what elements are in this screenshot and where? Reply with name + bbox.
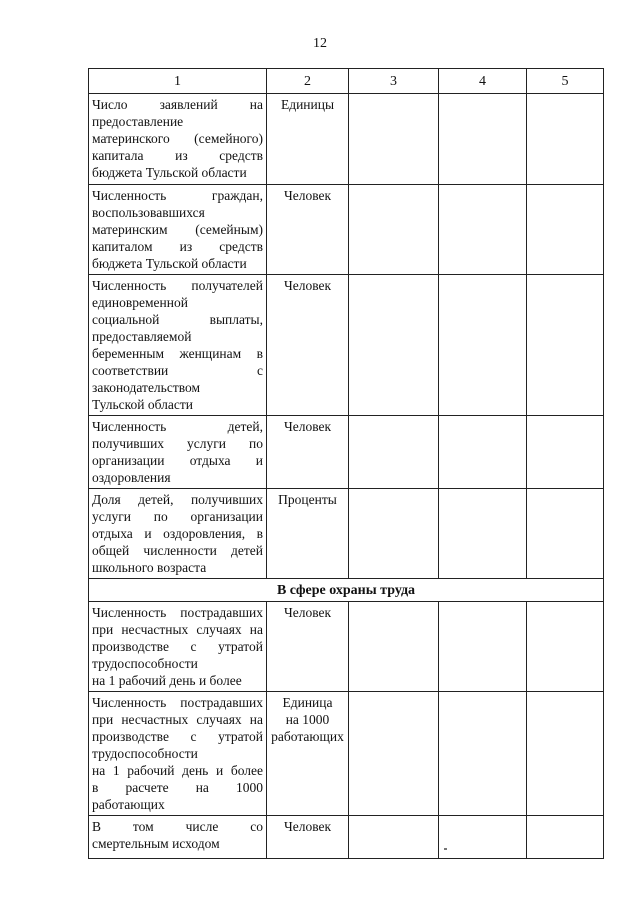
unit-text-line: Единицы <box>280 97 335 112</box>
value-cell-empty <box>439 275 527 416</box>
value-cell-empty <box>527 692 604 816</box>
indicator-text-line: предоставление <box>92 114 184 129</box>
unit-cell <box>267 816 349 859</box>
table-row <box>89 489 604 579</box>
indicator-text-line: получивших услуги по <box>92 436 263 451</box>
indicator-text-line: бюджета Тульской области <box>92 256 247 271</box>
indicator-text-line: воспользовавшихся <box>92 205 205 220</box>
indicator-text-line: В том числе со <box>92 819 263 834</box>
column-header: 1 <box>89 69 267 94</box>
value-cell-empty <box>527 94 604 185</box>
indicator-text-line: Численность пострадавших <box>92 605 263 620</box>
indicator-text-line: трудоспособности <box>92 746 198 761</box>
indicator-text-line: Численность граждан, <box>92 188 263 203</box>
indicator-text-line: Доля детей, получивших <box>92 492 263 507</box>
table-row <box>89 185 604 275</box>
indicator-text-line: на 1 рабочий день и более <box>92 673 242 688</box>
value-cell-empty <box>439 602 527 692</box>
table-row <box>89 816 604 859</box>
table-header-row <box>89 69 604 94</box>
unit-text-line: Человек <box>283 819 332 834</box>
indicator-text-line: капитала из средств <box>92 148 263 163</box>
unit-text-line: Человек <box>283 188 332 203</box>
indicator-text-line: смертельным исходом <box>92 836 220 851</box>
value-cell-empty <box>527 416 604 489</box>
value-cell-empty <box>349 94 439 185</box>
value-cell-empty <box>349 185 439 275</box>
column-header: 2 <box>267 69 349 94</box>
unit-text-line: Человек <box>283 278 332 293</box>
indicator-text-line: предоставляемой <box>92 329 192 344</box>
indicator-text-line: на 1 рабочий день и более <box>92 763 263 778</box>
value-cell-empty <box>439 185 527 275</box>
indicator-text-line: школьного возраста <box>92 560 207 575</box>
value-cell-empty <box>349 602 439 692</box>
indicator-text-line: материнским (семейным) <box>92 222 263 237</box>
indicator-text-line: трудоспособности <box>92 656 198 671</box>
indicator-text-line: Тульской области <box>92 397 193 412</box>
indicator-text-line: законодательством <box>92 380 201 395</box>
page-number: 12 <box>313 36 327 51</box>
unit-cell <box>267 416 349 489</box>
unit-text-line: Проценты <box>278 492 337 507</box>
indicator-text-line: общей численности детей <box>92 543 263 558</box>
indicator-text-line: единовременной <box>92 295 188 310</box>
unit-text-line: Человек <box>283 419 332 434</box>
value-cell-empty <box>527 185 604 275</box>
indicator-cell <box>89 94 267 185</box>
table-row <box>89 94 604 185</box>
indicator-cell <box>89 489 267 579</box>
indicator-text-line: Число заявлений на <box>92 97 263 112</box>
indicator-text-line: беременным женщинам в <box>92 346 263 361</box>
unit-cell <box>267 602 349 692</box>
indicator-text-line: соответствии с <box>92 363 263 378</box>
section-title: В сфере охраны труда <box>89 579 604 602</box>
indicator-text-line: Численность получателей <box>92 278 263 293</box>
indicator-cell <box>89 692 267 816</box>
unit-cell <box>267 489 349 579</box>
unit-text-line: Единица <box>282 695 333 710</box>
value-cell-empty <box>439 94 527 185</box>
value-cell-empty <box>439 416 527 489</box>
indicator-text-line: при несчастных случаях на <box>92 622 263 637</box>
indicator-cell <box>89 816 267 859</box>
value-cell-empty <box>349 692 439 816</box>
section-row <box>89 579 604 602</box>
value-cell-empty <box>527 816 604 859</box>
unit-text-line: работающих <box>271 729 344 744</box>
indicator-text-line: социальной выплаты, <box>92 312 263 327</box>
value-cell-empty <box>349 275 439 416</box>
indicator-cell <box>89 602 267 692</box>
indicator-text-line: отдыха и оздоровления, в <box>92 526 263 541</box>
indicator-text-line: бюджета Тульской области <box>92 165 247 180</box>
indicator-text-line: в расчете на 1000 <box>92 780 263 795</box>
table-body <box>89 94 604 859</box>
value-cell-empty <box>349 416 439 489</box>
value-cell-empty <box>527 489 604 579</box>
column-header: 3 <box>349 69 439 94</box>
indicator-cell <box>89 185 267 275</box>
indicator-cell <box>89 275 267 416</box>
indicator-text-line: Численность детей, <box>92 419 263 434</box>
table-row <box>89 602 604 692</box>
indicator-text-line: производстве с утратой <box>92 639 263 654</box>
value-cell-empty <box>439 692 527 816</box>
unit-text-line: Человек <box>283 605 332 620</box>
value-cell-empty <box>439 816 527 859</box>
column-header: 5 <box>527 69 604 94</box>
unit-cell <box>267 185 349 275</box>
indicator-cell <box>89 416 267 489</box>
table-row <box>89 692 604 816</box>
indicator-text-line: Численность пострадавших <box>92 695 263 710</box>
unit-text-line: на 1000 <box>285 712 330 727</box>
indicator-text-line: работающих <box>92 797 165 812</box>
value-cell-empty <box>349 489 439 579</box>
indicator-text-line: производстве с утратой <box>92 729 263 744</box>
table-row <box>89 416 604 489</box>
value-cell-empty <box>439 489 527 579</box>
table-row <box>89 275 604 416</box>
indicator-text-line: при несчастных случаях на <box>92 712 263 727</box>
indicator-text-line: материнского (семейного) <box>92 131 263 146</box>
unit-cell <box>267 275 349 416</box>
indicators-table <box>88 68 604 859</box>
column-header: 4 <box>439 69 527 94</box>
value-cell-empty <box>527 275 604 416</box>
value-cell-empty <box>527 602 604 692</box>
indicator-text-line: капиталом из средств <box>92 239 263 254</box>
unit-cell <box>267 94 349 185</box>
scan-speck <box>444 848 447 850</box>
indicator-text-line: услуги по организации <box>92 509 263 524</box>
unit-cell <box>267 692 349 816</box>
value-cell-empty <box>349 816 439 859</box>
indicator-text-line: организации отдыха и <box>92 453 263 468</box>
indicator-text-line: оздоровления <box>92 470 171 485</box>
